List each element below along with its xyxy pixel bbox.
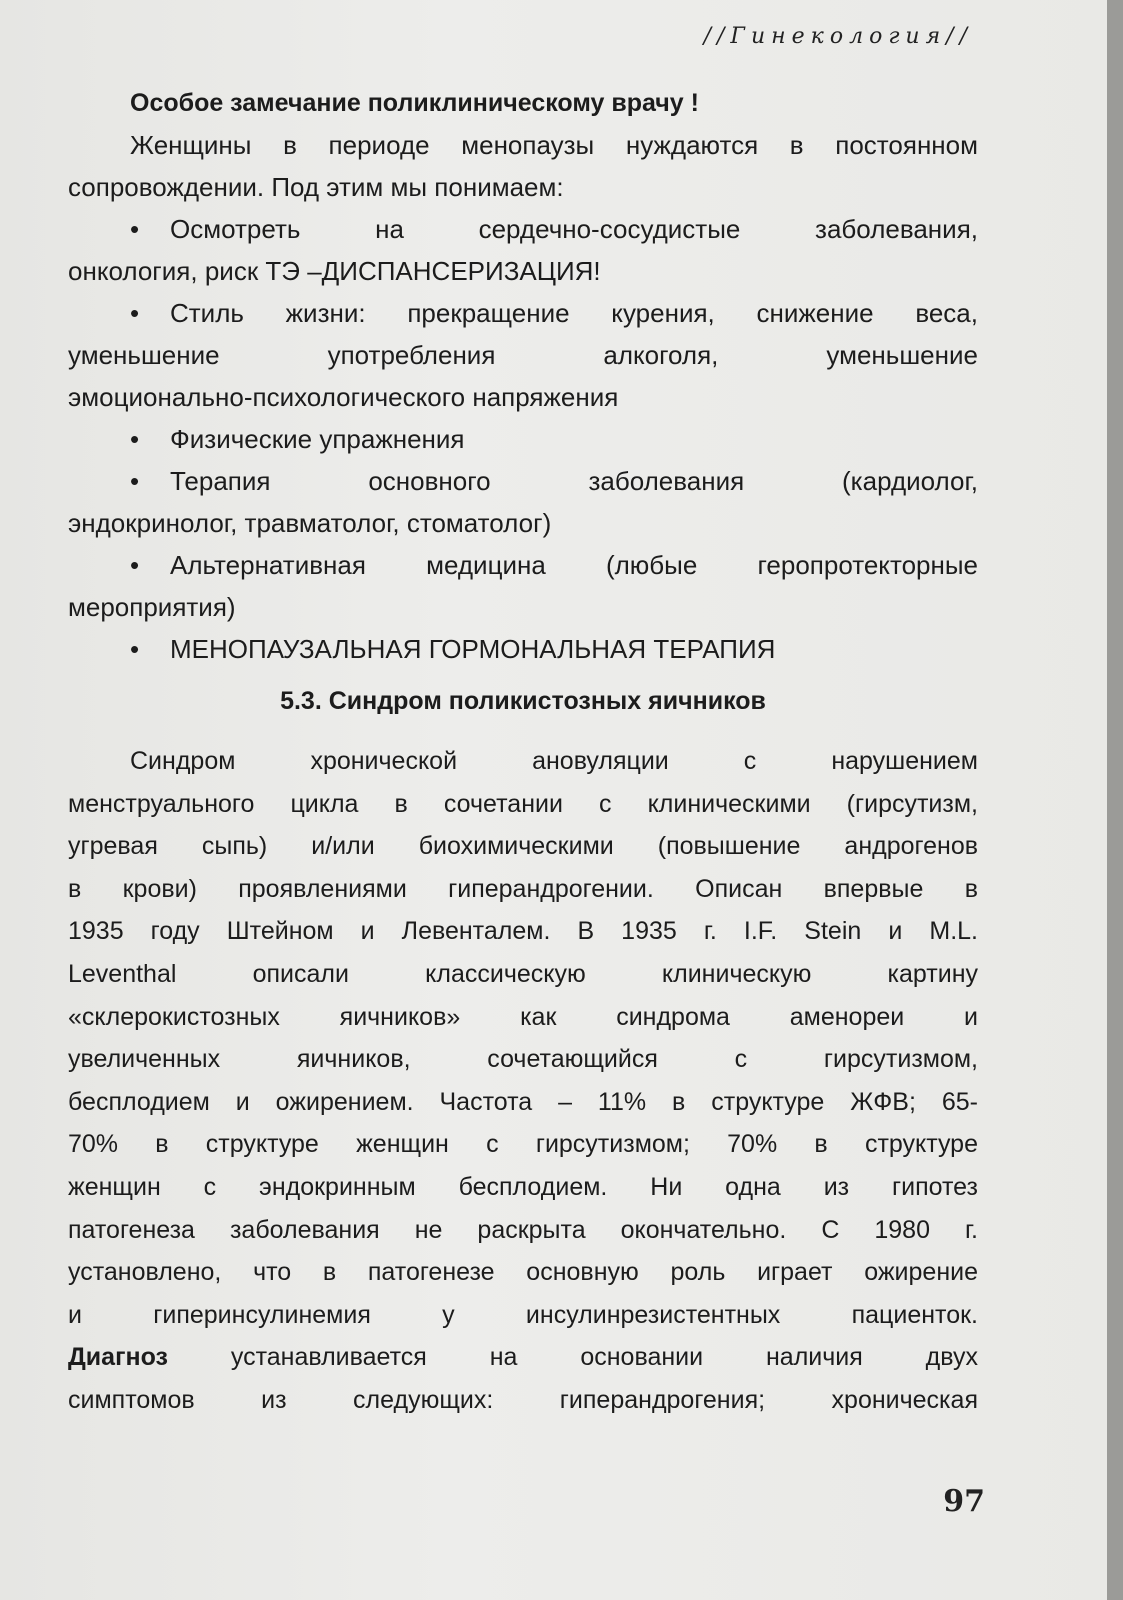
page-content — [68, 82, 978, 1422]
bullet-text: Осмотреть на сердечно-сосудистые заболевания, — [170, 214, 978, 244]
bullet-text: Стиль жизни: прекращение курения, снижение веса, — [170, 298, 978, 328]
bullet-item-2-cont-2: эмоционально-психологического напряжения — [68, 382, 619, 412]
notice-intro-line-1: Женщины в периоде менопаузы нуждаются в постоянном — [130, 130, 978, 160]
paragraph-line: патогенеза заболевания не раскрыта окончательно. С 1980 г. — [68, 1215, 978, 1244]
bullet-item-3 — [68, 418, 978, 460]
paragraph-line: 1935 году Штейном и Левенталем. В 1935 г. I.F. Stein и M.L. — [68, 917, 978, 946]
paragraph-line: 70% в структуре женщин с гирсутизмом; 70% в структуре — [68, 1130, 978, 1159]
paragraph-line: Синдром хронической ановуляции с нарушением — [130, 747, 978, 775]
page-edge-shadow — [1107, 0, 1123, 1600]
paragraph-line: и гиперинсулинемия у инсулинрезистентных пациенток. — [68, 1300, 978, 1329]
page-number: 97 — [943, 1484, 985, 1519]
paragraph-line: симптомов из следующих: гиперандрогения; хроническая — [68, 1385, 978, 1414]
bullet-item-4 — [68, 460, 978, 502]
notice-intro-line-2: сопровождении. Под этим мы понимаем: — [68, 172, 564, 202]
paragraph-line: женщин с эндокринным бесплодием. Ни одна из гипотез — [68, 1172, 978, 1201]
bullet-marker: • — [130, 634, 140, 664]
bullet-text: МЕНОПАУЗАЛЬНАЯ ГОРМОНАЛЬНАЯ ТЕРАПИЯ — [170, 634, 776, 664]
diagnosis-line — [68, 1336, 978, 1379]
bullet-item-2-cont-1: уменьшение употребления алкоголя, уменьшение — [68, 340, 978, 370]
bullet-item-2 — [68, 292, 978, 334]
bullet-item-6 — [68, 628, 978, 670]
diagnosis-term: Диагноз — [68, 1343, 168, 1372]
bullet-item-1-cont: онкология, риск ТЭ –ДИСПАНСЕРИЗАЦИЯ! — [68, 256, 601, 286]
bullet-item-5-cont: мероприятия) — [68, 592, 236, 622]
section-paragraph — [68, 740, 978, 1422]
paragraph-line: увеличенных яичников, сочетающийся с гирсутизмом, — [68, 1045, 978, 1074]
bullet-marker: • — [130, 550, 140, 580]
bullet-marker: • — [130, 424, 140, 454]
bullet-item-1 — [68, 208, 978, 250]
bullet-item-5 — [68, 544, 978, 586]
diagnosis-text: устанавливается на основании наличия двух — [167, 1343, 978, 1372]
paragraph-line: менструального цикла в сочетании с клиническими (гирсутизм, — [68, 789, 978, 818]
bullet-item-4-cont: эндокринолог, травматолог, стоматолог) — [68, 508, 552, 538]
bullet-text: Терапия основного заболевания (кардиолог, — [170, 466, 978, 496]
paragraph-line: угревая сыпь) и/или биохимическими (повышение андрогенов — [68, 832, 978, 861]
paragraph-line: в крови) проявлениями гиперандрогении. Описан впервые в — [68, 874, 978, 903]
paragraph-line: установлено, что в патогенезе основную роль играет ожирение — [68, 1258, 978, 1287]
bullet-marker: • — [130, 466, 140, 496]
paragraph-line: бесплодием и ожирением. Частота – 11% в структуре ЖФВ; 65- — [68, 1087, 978, 1116]
section-heading: 5.3. Синдром поликистозных яичников — [280, 687, 766, 715]
bullet-text: Физические упражнения — [170, 424, 465, 454]
running-header: //Гинекология// — [703, 24, 973, 49]
paragraph-line: Leventhal описали классическую клиническую картину — [68, 959, 978, 988]
notice-title: Особое замечание поликлиническому врачу ! — [130, 89, 699, 117]
bullet-marker: • — [130, 214, 140, 244]
bullet-marker: • — [130, 298, 140, 328]
bullet-text: Альтернативная медицина (любые геропротекторные — [170, 550, 978, 580]
paragraph-line: «склерокистозных яичников» как синдрома аменореи и — [68, 1002, 978, 1031]
